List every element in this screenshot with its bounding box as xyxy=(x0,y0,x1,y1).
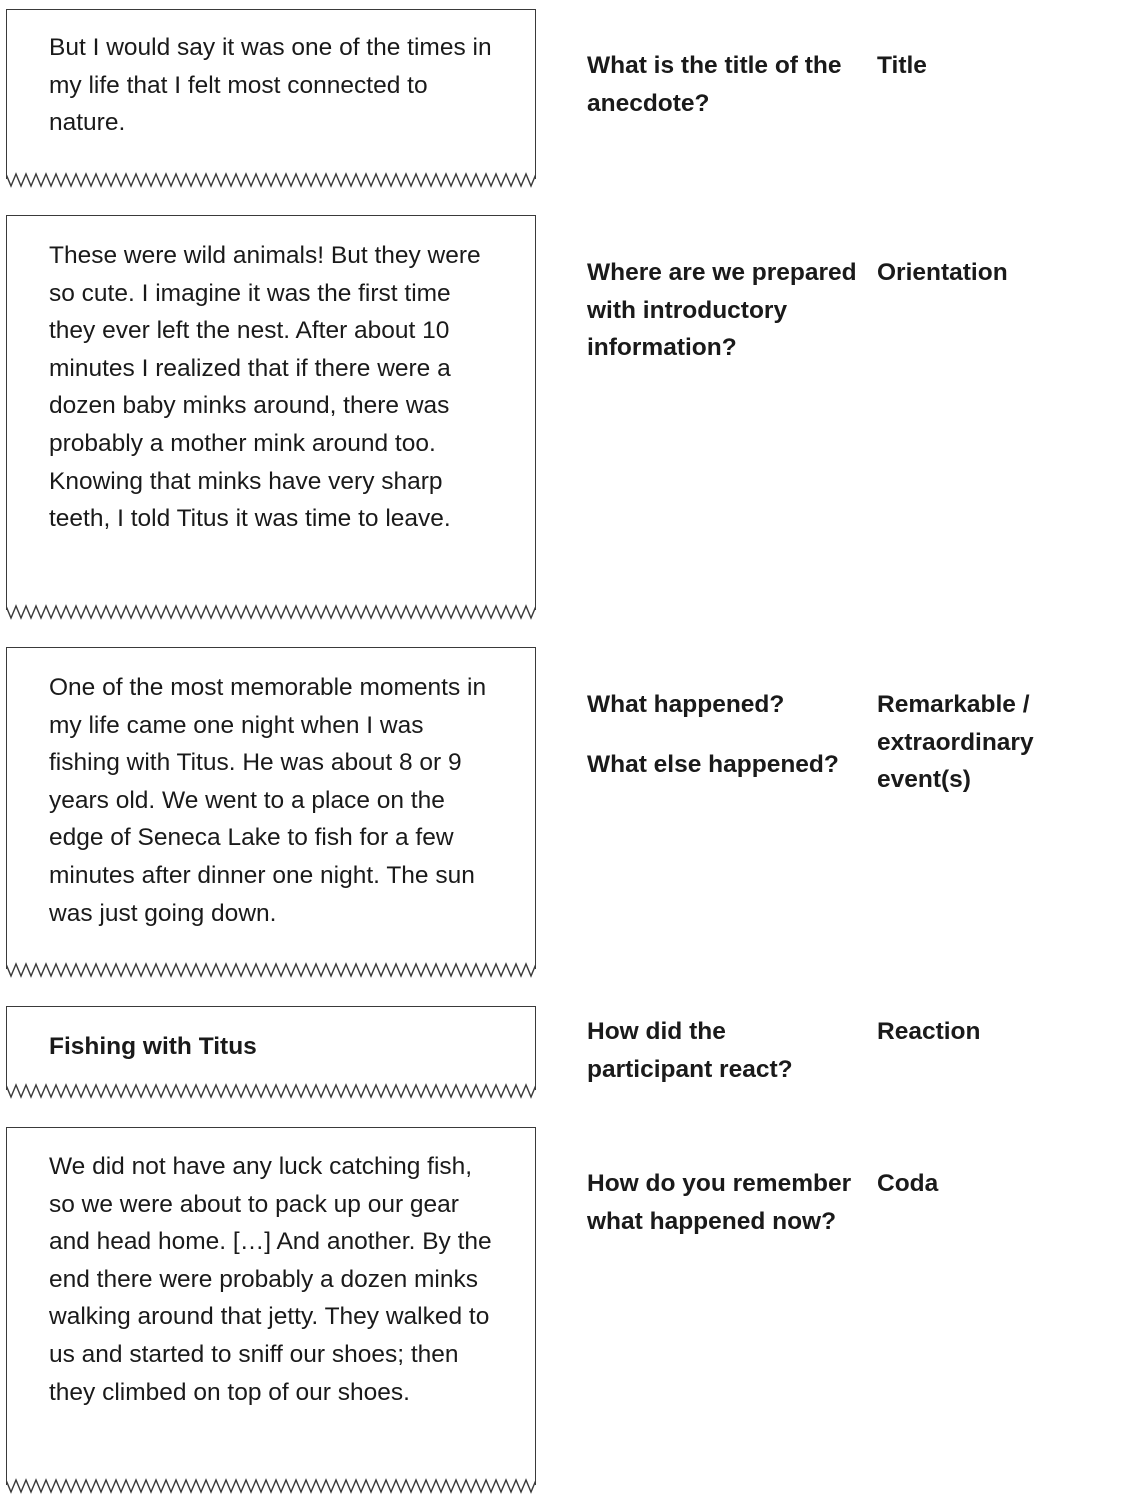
story-card-text: One of the most memorable moments in my life came one night when I was fishing with Titus. He was about 8 or 9 years old. We went to a place on the edge of Seneca Lake to fish for a few minutes after dinner one night. The sun was just going down. xyxy=(49,674,487,927)
story-card-text: We did not have any luck catching fish, so we were about to pack up our gear and head home. […] And another. By the end there were probably a dozen minks walking around that jetty. They walked to us and started to sniff our shoes; then they climbed on top of our shoes. xyxy=(49,1153,492,1406)
question-title: What is the title of the anecdote? xyxy=(587,52,842,117)
story-card-nature xyxy=(6,9,536,179)
answer-events: Remarkable / extraordinary event(s) xyxy=(877,691,1034,794)
torn-edge xyxy=(6,1083,536,1099)
answer-coda: Coda xyxy=(877,1170,939,1197)
question-events xyxy=(587,686,857,783)
question-what-happened: What happened? xyxy=(587,691,785,718)
story-card-text: But I would say it was one of the times in my life that I felt most connected to nature. xyxy=(49,34,492,137)
question-coda: How do you remember what happened now? xyxy=(587,1170,852,1235)
story-card-wild-animals xyxy=(6,215,536,610)
torn-edge xyxy=(6,962,536,978)
torn-edge xyxy=(6,1478,536,1494)
answer-orientation: Orientation xyxy=(877,259,1008,286)
answer-reaction: Reaction xyxy=(877,1018,981,1045)
story-card-text: These were wild animals! But they were so cute. I imagine it was the first time they ever left the nest. After about 10 minutes I realized that if there were a dozen baby minks around, there was probably a mother mink around too. Knowing that minks have very sharp teeth, I told Titus it was time to leave. xyxy=(49,242,481,533)
story-card-title xyxy=(6,1006,536,1090)
question-reaction: How did the participant react? xyxy=(587,1018,793,1083)
answer-title: Title xyxy=(877,52,927,79)
story-card-text: Fishing with Titus xyxy=(49,1033,257,1060)
story-card-memorable-moment xyxy=(6,647,536,969)
torn-edge xyxy=(6,172,536,188)
torn-edge xyxy=(6,604,536,620)
question-orientation: Where are we prepared with introductory information? xyxy=(587,259,857,362)
question-what-else-happened: What else happened? xyxy=(587,750,839,778)
story-card-no-luck xyxy=(6,1127,536,1485)
